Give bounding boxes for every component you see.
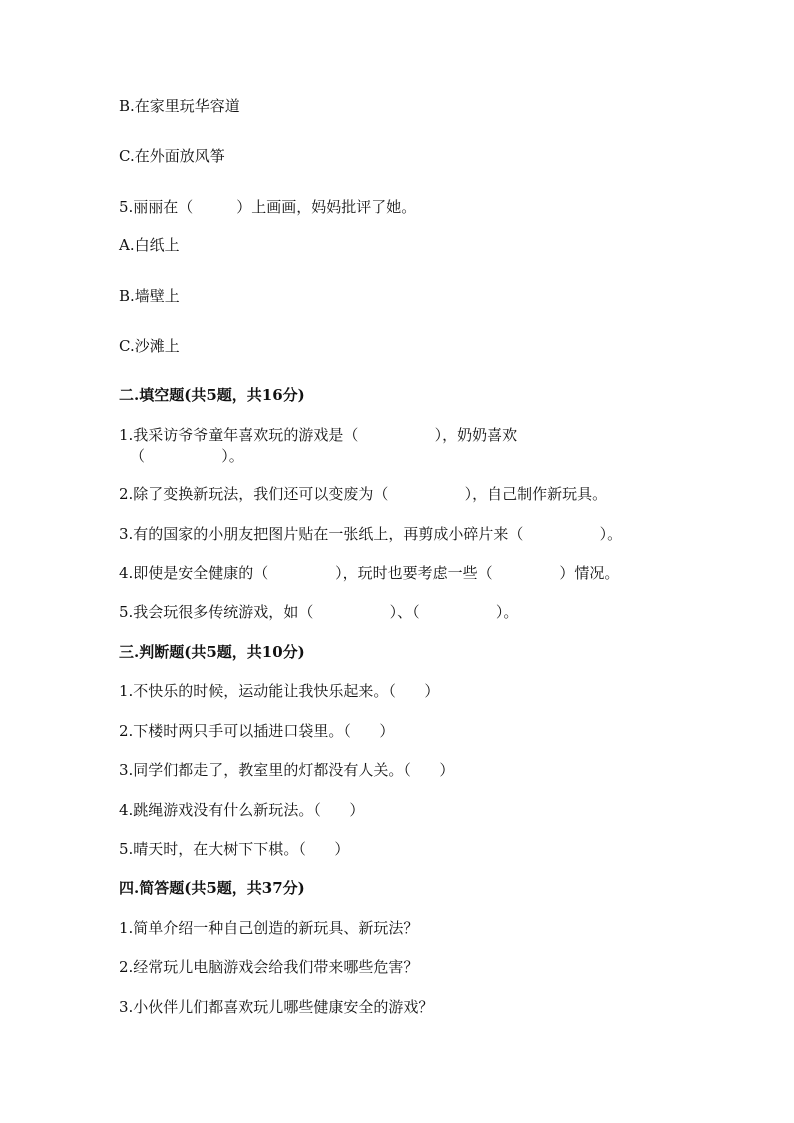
question-text: 1.我采访爷爷童年喜欢玩的游戏是（ ），奶奶喜欢 <box>119 426 518 444</box>
question-text: 3.同学们都走了，教室里的灯都没有人关。（ ） <box>119 761 455 779</box>
question-text: 5.晴天时，在大树下下棋。（ ） <box>119 840 350 858</box>
question-text-continued: （ ）。 <box>130 447 244 465</box>
option-c-text: C.在外面放风筝 <box>119 147 225 165</box>
option-b-text: B.墙壁上 <box>119 287 180 305</box>
question-text: 3.小伙伴儿们都喜欢玩儿哪些健康安全的游戏？ <box>119 998 434 1016</box>
option-c-text: C.沙滩上 <box>119 337 180 355</box>
section-heading: 二.填空题(共5题，共16分) <box>119 386 305 404</box>
question-text: 5.丽丽在（ ）上画画，妈妈批评了她。 <box>119 198 417 216</box>
question-text: 4.即使是安全健康的（ ），玩时也要考虑一些（ ）情况。 <box>119 564 620 582</box>
option-b-text: B.在家里玩华容道 <box>119 97 240 115</box>
question-text: 2.下楼时两只手可以插进口袋里。（ ） <box>119 722 395 740</box>
question-text: 5.我会玩很多传统游戏，如（ ）、（ ）。 <box>119 603 519 621</box>
question-text: 4.跳绳游戏没有什么新玩法。（ ） <box>119 801 365 819</box>
question-text: 2.除了变换新玩法，我们还可以变废为（ ），自己制作新玩具。 <box>119 485 608 503</box>
section-heading: 三.判断题(共5题，共10分) <box>119 643 305 661</box>
option-a-text: A.白纸上 <box>119 236 180 254</box>
question-text: 1.简单介绍一种自己创造的新玩具、新玩法？ <box>119 919 419 937</box>
section-heading: 四.简答题(共5题，共37分) <box>119 879 305 897</box>
question-text: 3.有的国家的小朋友把图片贴在一张纸上，再剪成小碎片来（ ）。 <box>119 525 623 543</box>
question-text: 2.经常玩儿电脑游戏会给我们带来哪些危害？ <box>119 958 419 976</box>
question-text: 1.不快乐的时候，运动能让我快乐起来。（ ） <box>119 682 440 700</box>
